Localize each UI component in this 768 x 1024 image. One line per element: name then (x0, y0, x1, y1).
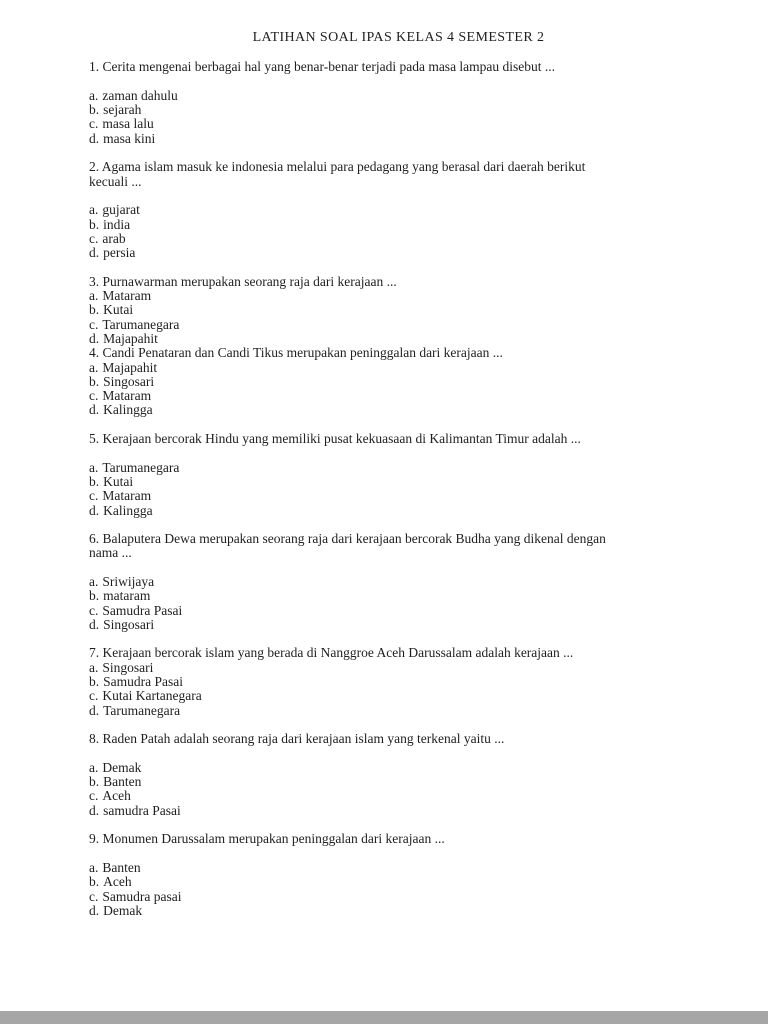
option-label: a. (89, 659, 99, 675)
question-text-line: 6. Balaputera Dewa merupakan seorang raja dari kerajaan bercorak Budha yang dikenal dengan (89, 531, 606, 547)
question-block (89, 532, 708, 632)
document-title: LATIHAN SOAL IPAS KELAS 4 SEMESTER 2 (252, 30, 545, 45)
option-d (89, 618, 708, 632)
question-text-line: 4. Candi Penataran dan Candi Tikus merupakan peninggalan dari kerajaan ... (89, 345, 503, 361)
option-b (89, 375, 708, 389)
option-label: c. (89, 688, 99, 704)
option-b (89, 675, 708, 689)
option-text: masa lalu (102, 116, 154, 132)
option-text: Aceh (103, 874, 132, 890)
question-block (89, 432, 708, 518)
option-text: Samudra Pasai (102, 602, 183, 618)
options-list (89, 461, 708, 518)
option-text: Demak (103, 902, 143, 918)
option-label: d. (89, 902, 100, 918)
option-c (89, 890, 708, 904)
option-text: india (103, 216, 131, 232)
option-label: c. (89, 888, 99, 904)
option-c (89, 389, 708, 403)
option-text: Tarumanegara (103, 702, 181, 718)
option-d (89, 403, 708, 417)
option-text: Majapahit (103, 330, 158, 346)
option-c (89, 789, 708, 803)
option-d (89, 904, 708, 918)
option-text: persia (103, 245, 136, 261)
option-label: d. (89, 702, 100, 718)
option-label: d. (89, 402, 100, 418)
option-text: Tarumanegara (102, 459, 180, 475)
option-text: Kalingga (103, 502, 153, 518)
option-a (89, 289, 708, 303)
option-label: a. (89, 459, 99, 475)
option-label: d. (89, 616, 100, 632)
question-block (89, 646, 708, 717)
option-a (89, 861, 708, 875)
question-block (89, 275, 708, 346)
page-bottom-separator (0, 1011, 768, 1024)
option-d (89, 332, 708, 346)
question-text-line: 7. Kerajaan bercorak islam yang berada di Nanggroe Aceh Darussalam adalah kerajaan ... (89, 645, 574, 661)
option-c (89, 604, 708, 618)
option-c (89, 689, 708, 703)
option-text: Kutai (103, 302, 134, 318)
option-text: Samudra Pasai (103, 674, 183, 690)
question-text-line: 9. Monumen Darussalam merupakan peninggalan dari kerajaan ... (89, 831, 445, 847)
option-a (89, 361, 708, 375)
option-label: a. (89, 573, 99, 589)
options-list (89, 361, 708, 418)
option-a (89, 761, 708, 775)
option-label: a. (89, 288, 99, 304)
option-text: Mataram (102, 288, 152, 304)
option-text: mataram (103, 588, 151, 604)
option-text: Mataram (102, 388, 152, 404)
option-b (89, 475, 708, 489)
question-block (89, 160, 708, 260)
option-d (89, 504, 708, 518)
option-label: c. (89, 488, 99, 504)
option-label: c. (89, 116, 99, 132)
question-block (89, 732, 708, 818)
option-label: d. (89, 802, 100, 818)
option-label: d. (89, 330, 100, 346)
option-label: b. (89, 674, 100, 690)
options-list (89, 761, 708, 818)
option-text: Majapahit (102, 359, 158, 375)
options-list (89, 203, 708, 260)
question-text-line: 1. Cerita mengenai berbagai hal yang benar-benar terjadi pada masa lampau disebut ... (89, 59, 556, 75)
option-text: Banten (103, 774, 142, 790)
option-label: d. (89, 130, 100, 146)
option-text: masa kini (103, 130, 156, 146)
options-list (89, 289, 708, 346)
option-label: a. (89, 87, 99, 103)
option-label: b. (89, 774, 100, 790)
question-text-line: 2. Agama islam masuk ke indonesia melalui para pedagang yang berasal dari daerah berikut (89, 159, 586, 175)
option-label: a. (89, 859, 99, 875)
option-label: b. (89, 302, 100, 318)
option-text: Aceh (102, 788, 131, 804)
option-label: c. (89, 316, 99, 332)
option-label: b. (89, 216, 100, 232)
option-label: b. (89, 373, 100, 389)
option-label: a. (89, 359, 99, 375)
option-text: gujarat (102, 202, 140, 218)
option-label: b. (89, 102, 100, 118)
question-text-line: 3. Purnawarman merupakan seorang raja dari kerajaan ... (89, 273, 397, 289)
option-text: Samudra pasai (102, 888, 182, 904)
option-b (89, 303, 708, 317)
option-c (89, 318, 708, 332)
option-text: Mataram (102, 488, 152, 504)
option-label: c. (89, 388, 99, 404)
option-label: d. (89, 245, 100, 261)
option-label: d. (89, 502, 100, 518)
option-b (89, 103, 708, 117)
option-b (89, 875, 708, 889)
option-c (89, 232, 708, 246)
option-d (89, 704, 708, 718)
option-label: c. (89, 788, 99, 804)
option-a (89, 203, 708, 217)
option-b (89, 589, 708, 603)
options-list (89, 661, 708, 718)
question-text-line: kecuali ... (89, 173, 142, 189)
option-a (89, 661, 708, 675)
question-block (89, 346, 708, 417)
option-label: c. (89, 230, 99, 246)
options-list (89, 575, 708, 632)
option-a (89, 89, 708, 103)
question-text-line: 5. Kerajaan bercorak Hindu yang memiliki pusat kekuasaan di Kalimantan Timur adalah ... (89, 431, 581, 447)
option-text: Demak (102, 759, 142, 775)
options-list (89, 89, 708, 146)
option-label: a. (89, 202, 99, 218)
option-label: b. (89, 874, 100, 890)
option-text: Singosari (102, 659, 154, 675)
option-text: sejarah (103, 102, 142, 118)
options-list (89, 861, 708, 918)
option-label: c. (89, 602, 99, 618)
question-block (89, 832, 708, 918)
option-text: arab (102, 230, 126, 246)
option-text: zaman dahulu (102, 87, 178, 103)
option-text: Tarumanegara (102, 316, 180, 332)
option-label: b. (89, 588, 100, 604)
questions-list (89, 60, 708, 918)
option-d (89, 246, 708, 260)
option-text: Kutai (103, 473, 134, 489)
option-text: Singosari (103, 373, 155, 389)
option-text: samudra Pasai (103, 802, 181, 818)
option-c (89, 117, 708, 131)
question-text-line: 8. Raden Patah adalah seorang raja dari kerajaan islam yang terkenal yaitu ... (89, 731, 505, 747)
option-text: Banten (102, 859, 141, 875)
option-b (89, 218, 708, 232)
question-block (89, 60, 708, 146)
option-text: Singosari (103, 616, 155, 632)
option-b (89, 775, 708, 789)
option-a (89, 575, 708, 589)
option-label: a. (89, 759, 99, 775)
option-d (89, 132, 708, 146)
option-a (89, 461, 708, 475)
option-d (89, 804, 708, 818)
option-text: Sriwijaya (102, 573, 155, 589)
option-label: b. (89, 473, 100, 489)
question-text-line: nama ... (89, 545, 132, 561)
option-text: Kutai Kartanegara (102, 688, 202, 704)
option-text: Kalingga (103, 402, 153, 418)
option-c (89, 489, 708, 503)
